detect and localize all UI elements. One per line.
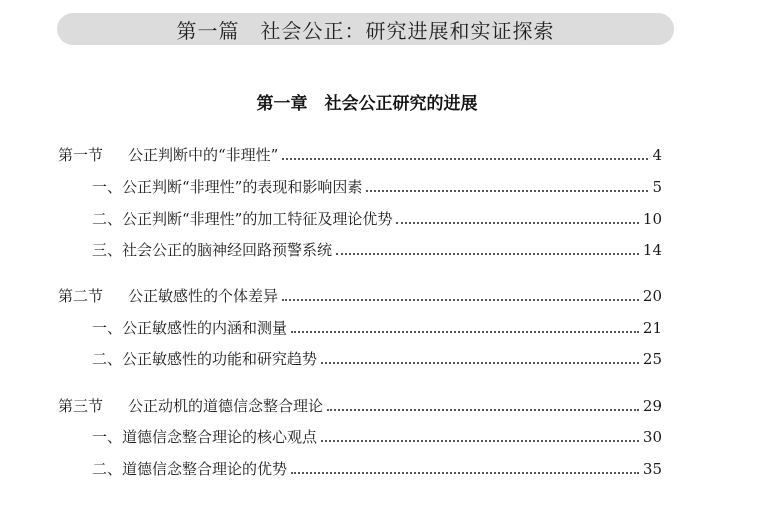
toc-section-title: 公正动机的道德信念整合理论 <box>128 397 324 415</box>
toc-subsection-number: 二、 <box>92 210 123 228</box>
toc-subsection-1-3[interactable] <box>92 239 662 261</box>
toc-subsection-number: 一、 <box>92 178 123 196</box>
part-title: 第一篇 社会公正：研究进展和实证探索 <box>176 18 555 43</box>
toc-page-number: 20 <box>642 287 662 305</box>
toc-section-title: 公正敏感性的个体差异 <box>128 287 279 305</box>
toc-section-number: 第二节 <box>58 287 104 305</box>
toc-page-number: 29 <box>642 397 662 415</box>
toc-leader-dots <box>327 409 639 411</box>
toc-leader-dots <box>321 362 639 364</box>
toc-leader-dots <box>291 472 639 474</box>
toc-section-3[interactable] <box>58 395 662 417</box>
toc-subsection-2-1[interactable] <box>92 317 662 339</box>
toc-subsection-number: 三、 <box>92 241 123 259</box>
chapter-title: 第一章 社会公正研究的进展 <box>256 94 478 114</box>
toc-page-number: 5 <box>652 178 662 196</box>
toc-section-number: 第三节 <box>58 397 104 415</box>
toc-section-title: 公正判断中的“非理性” <box>128 146 279 164</box>
toc-subsection-title: 道德信念整合理论的核心观点 <box>122 428 318 446</box>
toc-page-number: 4 <box>652 146 662 164</box>
toc-subsection-2-2[interactable] <box>92 348 662 370</box>
toc-section-1[interactable] <box>58 144 662 166</box>
toc-leader-dots <box>291 331 639 333</box>
toc-section-number: 第一节 <box>58 146 104 164</box>
toc-subsection-number: 二、 <box>92 350 123 368</box>
toc-page-number: 21 <box>642 319 662 337</box>
toc-subsection-title: 公正敏感性的功能和研究趋势 <box>122 350 318 368</box>
toc-page-number: 30 <box>642 428 662 446</box>
toc-leader-dots <box>282 299 639 301</box>
toc-subsection-number: 二、 <box>92 460 123 478</box>
toc-subsection-3-2[interactable] <box>92 458 662 480</box>
toc-subsection-title: 公正判断“非理性”的加工特征及理论优势 <box>122 210 393 228</box>
toc-leader-dots <box>282 158 648 160</box>
toc-page-number: 14 <box>642 241 662 259</box>
part-title-banner <box>57 13 674 45</box>
toc-leader-dots <box>366 190 648 192</box>
toc-leader-dots <box>396 222 639 224</box>
toc-subsection-title: 社会公正的脑神经回路预警系统 <box>122 241 333 259</box>
toc-subsection-number: 一、 <box>92 428 123 446</box>
toc-section-2[interactable] <box>58 285 662 307</box>
toc-page-number: 10 <box>642 210 662 228</box>
toc-subsection-title: 公正判断“非理性”的表现和影响因素 <box>122 178 363 196</box>
toc-subsection-1-1[interactable] <box>92 176 662 198</box>
toc-subsection-title: 公正敏感性的内涵和测量 <box>122 319 288 337</box>
toc-page-number: 35 <box>642 460 662 478</box>
toc-leader-dots <box>321 440 639 442</box>
toc-subsection-1-2[interactable] <box>92 208 662 230</box>
toc-subsection-number: 一、 <box>92 319 123 337</box>
toc-page-number: 25 <box>642 350 662 368</box>
toc-subsection-3-1[interactable] <box>92 426 662 448</box>
toc-subsection-title: 道德信念整合理论的优势 <box>122 460 288 478</box>
toc-leader-dots <box>336 253 639 255</box>
